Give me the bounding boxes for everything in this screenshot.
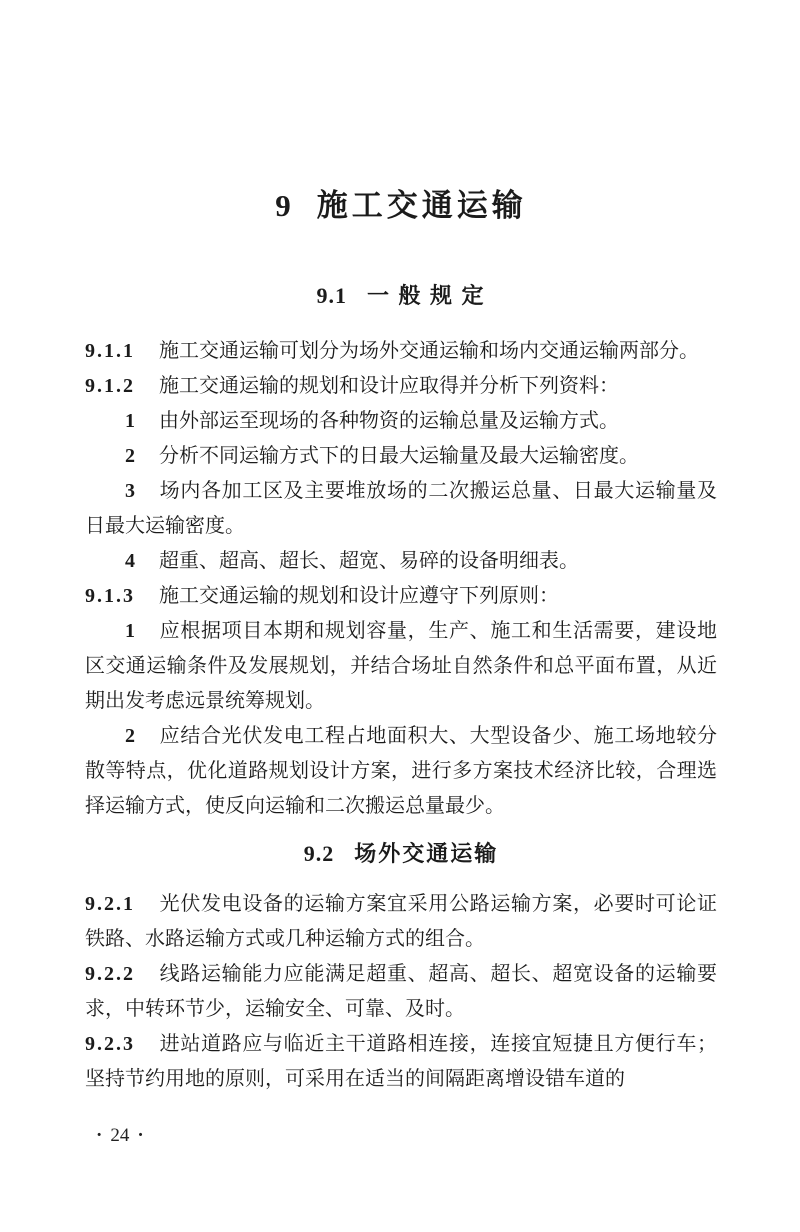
section-title-text: 场外交通运输 [354,841,499,866]
page-number-value: 24 [110,1125,130,1146]
clause-text: 进站道路应与临近主干道路相连接，连接宜短捷且方便行车；坚持节约用地的原则，可采用在适当的间隔距离增设错车道的 [85,1033,717,1090]
clause-text: 施工交通运输的规划和设计应取得并分析下列资料： [159,375,619,397]
clause-number: 9.2.1 [85,893,135,915]
list-item-paragraph-1 [85,404,717,439]
clause-paragraph-9-2-3 [85,1027,717,1097]
clause-paragraph-9-2-2 [85,957,717,1027]
clause-number: 9.2.2 [85,963,135,985]
clause-paragraph-9-2-1 [85,887,717,957]
list-item-paragraph-3 [85,474,717,544]
section-number: 9.1 [316,283,347,308]
item-number: 4 [125,550,135,572]
item-text: 场内各加工区及主要堆放场的二次搬运总量、日最大运输量及日最大运输密度。 [85,480,717,537]
section-heading-9-1 [85,280,717,311]
list-item-paragraph-5 [85,614,717,719]
clause-text: 光伏发电设备的运输方案宜采用公路运输方案，必要时可论证铁路、水路运输方式或几种运输方式的组合。 [85,893,717,950]
clause-number: 9.1.1 [85,340,135,362]
chapter-number: 9 [275,188,291,223]
section-heading-9-2 [85,838,717,869]
clause-paragraph-9-1-1 [85,334,717,369]
list-item-paragraph-6 [85,719,717,824]
item-number: 1 [125,410,135,432]
item-number: 3 [125,480,135,502]
item-text: 应根据项目本期和规划容量，生产、施工和生活需要，建设地区交通运输条件及发展规划，并结合场址自然条件和总平面布置，从近期出发考虑远景统筹规划。 [85,620,717,712]
page-content [85,186,717,1097]
item-number: 1 [125,620,135,642]
page-number-dot-right: · [137,1125,144,1146]
clause-text: 线路运输能力应能满足超重、超高、超长、超宽设备的运输要求，中转环节少，运输安全、可靠、及时。 [85,963,717,1020]
clause-paragraph-9-1-2 [85,369,717,404]
list-item-paragraph-2 [85,439,717,474]
page-number [96,1122,152,1150]
chapter-title-text: 施工交通运输 [316,188,527,223]
item-number: 2 [125,725,135,747]
clause-number: 9.1.3 [85,585,135,607]
item-text: 应结合光伏发电工程占地面积大、大型设备少、施工场地较分散等特点，优化道路规划设计方案，进行多方案技术经济比较，合理选择运输方式，使反向运输和二次搬运总量最少。 [85,725,717,817]
list-item-paragraph-4 [85,544,717,579]
item-text: 分析不同运输方式下的日最大运输量及最大运输密度。 [159,445,639,467]
clause-text: 施工交通运输可划分为场外交通运输和场内交通运输两部分。 [159,340,699,362]
item-text: 由外部运至现场的各种物资的运输总量及运输方式。 [159,410,619,432]
clause-text: 施工交通运输的规划和设计应遵守下列原则： [159,585,559,607]
clause-paragraph-9-1-3 [85,579,717,614]
section-number: 9.2 [303,841,335,866]
clause-number: 9.2.3 [85,1033,135,1055]
chapter-title [85,186,717,226]
page-number-dot-left: · [96,1125,103,1146]
item-number: 2 [125,445,135,467]
section-title-text: 一 般 规 定 [366,283,486,308]
item-text: 超重、超高、超长、超宽、易碎的设备明细表。 [159,550,579,572]
clause-number: 9.1.2 [85,375,135,397]
